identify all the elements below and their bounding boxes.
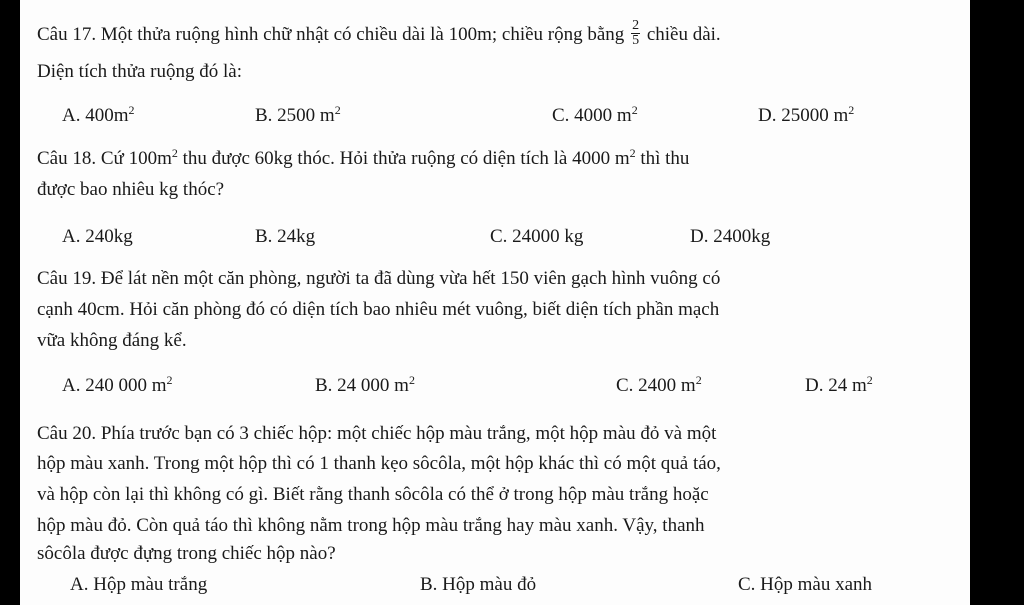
document-page <box>20 0 970 605</box>
q19-option-a: A. 240 000 $m^2$ <box>62 373 173 396</box>
q20-line-4: hộp màu đỏ. Còn quả táo thì không nằm trong hộp màu trắng hay màu xanh. Vậy, thanh <box>37 515 705 536</box>
q17-option-b: B. 2500 $m^2$ <box>255 103 341 126</box>
q18-option-d: D. 2400kg <box>690 226 771 247</box>
q18-option-c: C. 24000 kg <box>490 226 584 247</box>
q20-line-3: và hộp còn lại thì không có gì. Biết rằng thanh sôcôla có thể ở trong hộp màu trắng hoặc <box>37 484 709 505</box>
q19-line-3: vữa không đáng kể. <box>37 330 187 351</box>
q18-option-a: A. 240kg <box>62 226 133 247</box>
q18-line-1: Câu 18. Cứ $100m^2$ thu được 60kg thóc. Hỏi thửa ruộng có diện tích là 4000 $m^2$ thì thu <box>37 146 690 169</box>
q19-line-1: Câu 19. Để lát nền một căn phòng, người ta đã dùng vừa hết 150 viên gạch hình vuông có <box>37 268 721 289</box>
q17-option-d: D. 25000 $m^2$ <box>758 103 855 126</box>
q17-text: Câu 17. Một thửa ruộng hình chữ nhật có chiều dài là 100m; chiều rộng bằng <box>37 23 625 45</box>
q20-line-2: hộp màu xanh. Trong một hộp thì có 1 thanh kẹo sôcôla, một hộp khác thì có một quả táo, <box>37 453 721 474</box>
q17-line-1 <box>37 18 721 50</box>
q17-line-2: Diện tích thửa ruộng đó là: <box>37 61 243 82</box>
q20-line-5: sôcôla được đựng trong chiếc hộp nào? <box>37 543 336 564</box>
q17-option-c: C. 4000 $m^2$ <box>552 103 638 126</box>
fraction-two-fifths <box>631 19 640 48</box>
fraction-denominator: 5 <box>632 33 640 48</box>
q20-option-a: A. Hộp màu trắng <box>70 574 208 595</box>
q17-option-a: A. $400m^2$ <box>62 103 135 126</box>
q20-line-1: Câu 20. Phía trước bạn có 3 chiếc hộp: một chiếc hộp màu trắng, một hộp màu đỏ và một <box>37 423 717 444</box>
q20-option-c: C. Hộp màu xanh <box>738 574 873 595</box>
fraction-numerator: 2 <box>632 18 640 33</box>
q18-option-b: B. 24kg <box>255 226 316 247</box>
q20-option-b: B. Hộp màu đỏ <box>420 574 537 595</box>
q19-option-c: C. 2400 $m^2$ <box>616 373 702 396</box>
q18-line-2: được bao nhiêu kg thóc? <box>37 179 225 200</box>
q17-text-end: chiều dài. <box>646 23 721 45</box>
q19-option-d: D. 24 $m^2$ <box>805 373 873 396</box>
q19-option-b: B. 24 000 $m^2$ <box>315 373 415 396</box>
q19-line-2: cạnh 40cm. Hỏi căn phòng đó có diện tích bao nhiêu mét vuông, biết diện tích phần mạch <box>37 299 720 320</box>
